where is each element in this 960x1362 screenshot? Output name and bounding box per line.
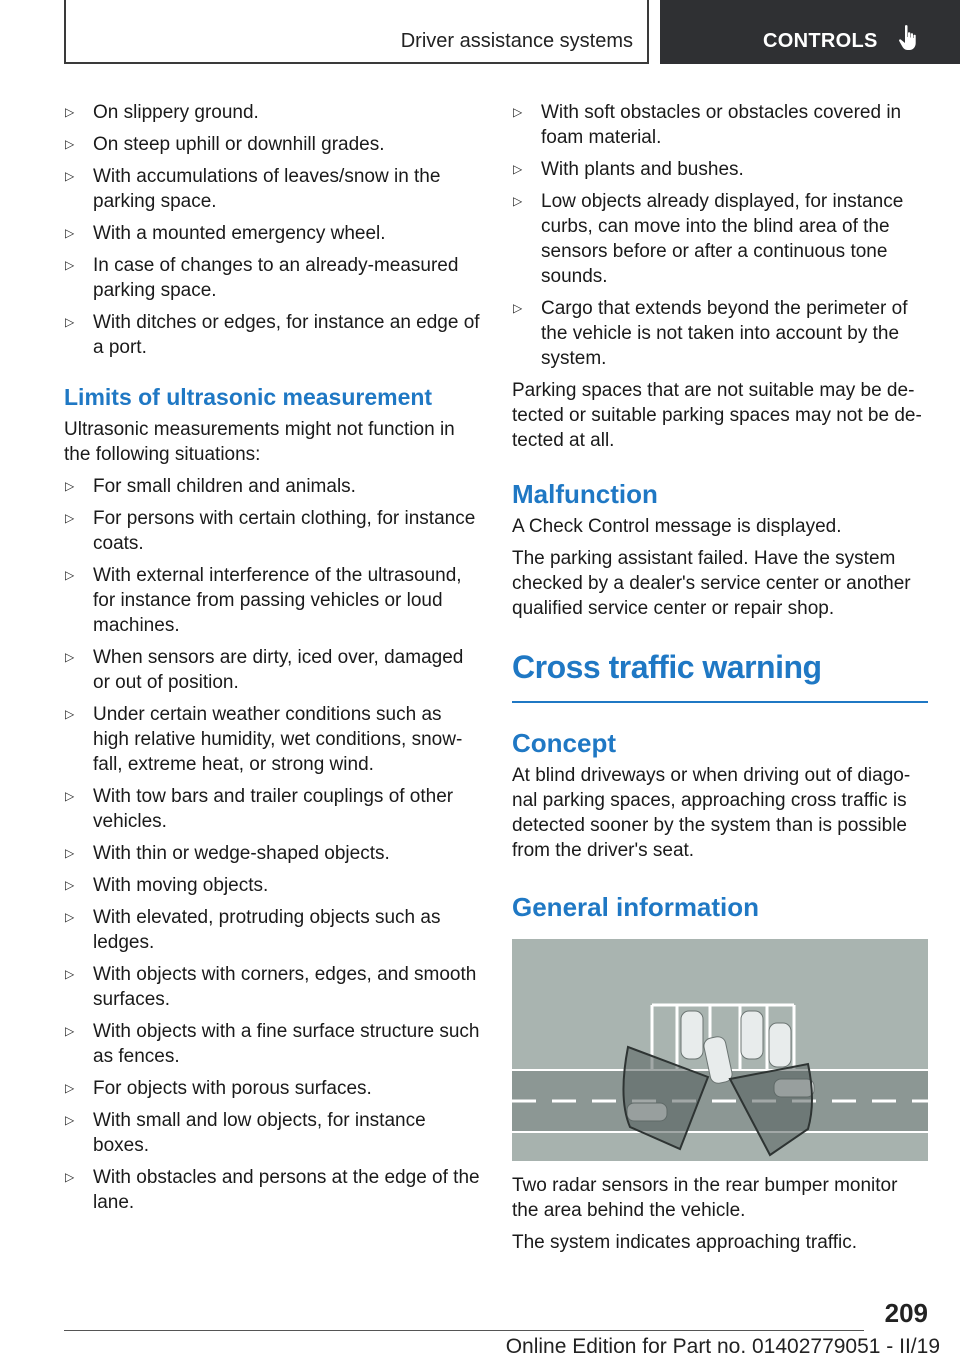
triangle-bullet-icon: ▷ <box>65 1024 75 1038</box>
triangle-bullet-icon: ▷ <box>65 1113 75 1127</box>
list-item: ▷ With small and low objects, for instance boxes. <box>65 1110 426 1156</box>
triangle-bullet-icon: ▷ <box>65 258 75 272</box>
triangle-bullet-icon: ▷ <box>65 1081 75 1095</box>
limits-heading: Limits of ultrasonic measurement <box>64 384 433 410</box>
triangle-bullet-icon: ▷ <box>65 707 75 721</box>
list-item: ▷ With elevated, protruding objects such as ledges. <box>65 907 441 953</box>
triangle-bullet-icon: ▷ <box>65 568 75 582</box>
list-item: ▷ With soft obstacles or obstacles covered in foam material. <box>513 102 902 148</box>
section-title: Cross traffic warning <box>512 647 928 703</box>
limits-bullet-list <box>64 474 480 1215</box>
list-item: ▷ With accumulations of leaves/snow in the parking space. <box>65 166 441 212</box>
triangle-bullet-icon: ▷ <box>513 105 523 119</box>
triangle-bullet-icon: ▷ <box>65 846 75 860</box>
cross-traffic-illustration <box>512 939 928 1161</box>
triangle-bullet-icon: ▷ <box>65 137 75 151</box>
header-section-box <box>64 0 649 64</box>
list-item: ▷ When sensors are dirty, iced over, damaged or out of position. <box>65 647 464 693</box>
triangle-bullet-icon: ▷ <box>65 878 75 892</box>
triangle-bullet-icon: ▷ <box>65 789 75 803</box>
parking-note: Parking spaces that are not suitable may be de‐tected or suitable parking spaces may not be de‐tected at all. <box>512 380 922 451</box>
triangle-bullet-icon: ▷ <box>513 301 523 315</box>
triangle-bullet-icon: ▷ <box>65 315 75 329</box>
list-item: ▷ With objects with corners, edges, and smooth surfaces. <box>65 964 477 1010</box>
list-item: ▷ Under certain weather conditions such as high relative humidity, wet conditions, snow‐fall, extreme heat, or strong wind. <box>65 704 463 775</box>
malfunction-text-1: A Check Control message is displayed. <box>512 516 842 537</box>
triangle-bullet-icon: ▷ <box>65 105 75 119</box>
header-chapter-title: CONTROLS <box>763 30 878 52</box>
triangle-bullet-icon: ▷ <box>65 226 75 240</box>
header-section-title: Driver assistance systems <box>400 30 633 52</box>
list-item: ▷ With moving objects. <box>65 875 269 896</box>
list-item: ▷ On steep uphill or downhill grades. <box>65 134 385 155</box>
list-item: ▷ With a mounted emergency wheel. <box>65 223 386 244</box>
page-number: 209 <box>884 1298 928 1328</box>
triangle-bullet-icon: ▷ <box>65 967 75 981</box>
list-item: ▷ For persons with certain clothing, for instance coats. <box>65 508 476 554</box>
figure-caption-1: Two radar sensors in the rear bumper monitor the area behind the vehicle. <box>512 1175 898 1221</box>
triangle-bullet-icon: ▷ <box>65 910 75 924</box>
list-item: ▷ For small children and animals. <box>65 476 356 497</box>
triangle-bullet-icon: ▷ <box>65 1170 75 1184</box>
list-item: ▷ Cargo that extends beyond the perimeter of the vehicle is not taken into account by the system. <box>513 298 908 369</box>
malfunction-heading: Malfunction <box>512 479 658 509</box>
general-info-heading: General information <box>512 892 760 922</box>
bullet-list-top <box>64 100 480 360</box>
list-item: ▷ Low objects already displayed, for instance curbs, can move into the blind area of the sensors before or after a continuous tone sounds. <box>513 191 904 287</box>
hand-pointer-icon <box>898 24 920 52</box>
concept-text: At blind driveways or when driving out of diago‐nal parking spaces, approaching cross traffic is detected sooner by the system than is possible from the driver's seat. <box>512 765 911 861</box>
triangle-bullet-icon: ▷ <box>65 511 75 525</box>
triangle-bullet-icon: ▷ <box>65 479 75 493</box>
list-item: ▷ With obstacles and persons at the edge of the lane. <box>65 1167 480 1213</box>
list-item: ▷ With thin or wedge-shaped objects. <box>65 843 390 864</box>
triangle-bullet-icon: ▷ <box>513 194 523 208</box>
list-item: ▷ For objects with porous surfaces. <box>65 1078 372 1099</box>
malfunction-text-2: The parking assistant failed. Have the system checked by a dealer's service center or another qualified service center or repair shop. <box>512 548 911 619</box>
list-item: ▷ With objects with a fine surface structure such as fences. <box>65 1021 480 1067</box>
list-item: ▷ With external interference of the ultrasound, for instance from passing vehicles or loud machines. <box>65 565 462 636</box>
list-item: ▷ With plants and bushes. <box>513 159 744 180</box>
footer-edition: Online Edition for Part no. 01402779051 - II/19 <box>505 1335 940 1358</box>
header-chapter-box <box>660 0 960 64</box>
triangle-bullet-icon: ▷ <box>65 650 75 664</box>
figure-caption-2: The system indicates approaching traffic. <box>512 1232 857 1253</box>
limits-intro: Ultrasonic measurements might not function in the following situations: <box>64 419 455 465</box>
list-item: ▷ With ditches or edges, for instance an edge of a port. <box>65 312 480 358</box>
right-column <box>512 100 928 1262</box>
footer-divider <box>64 1330 864 1331</box>
triangle-bullet-icon: ▷ <box>513 162 523 176</box>
left-column <box>64 100 480 1222</box>
triangle-bullet-icon: ▷ <box>65 169 75 183</box>
list-item: ▷ With tow bars and trailer couplings of other vehicles. <box>65 786 454 832</box>
list-item: ▷ In case of changes to an already-measured parking space. <box>65 255 459 301</box>
list-item: ▷ On slippery ground. <box>65 102 259 123</box>
concept-heading: Concept <box>512 728 616 758</box>
obstacle-bullet-list <box>512 100 928 371</box>
